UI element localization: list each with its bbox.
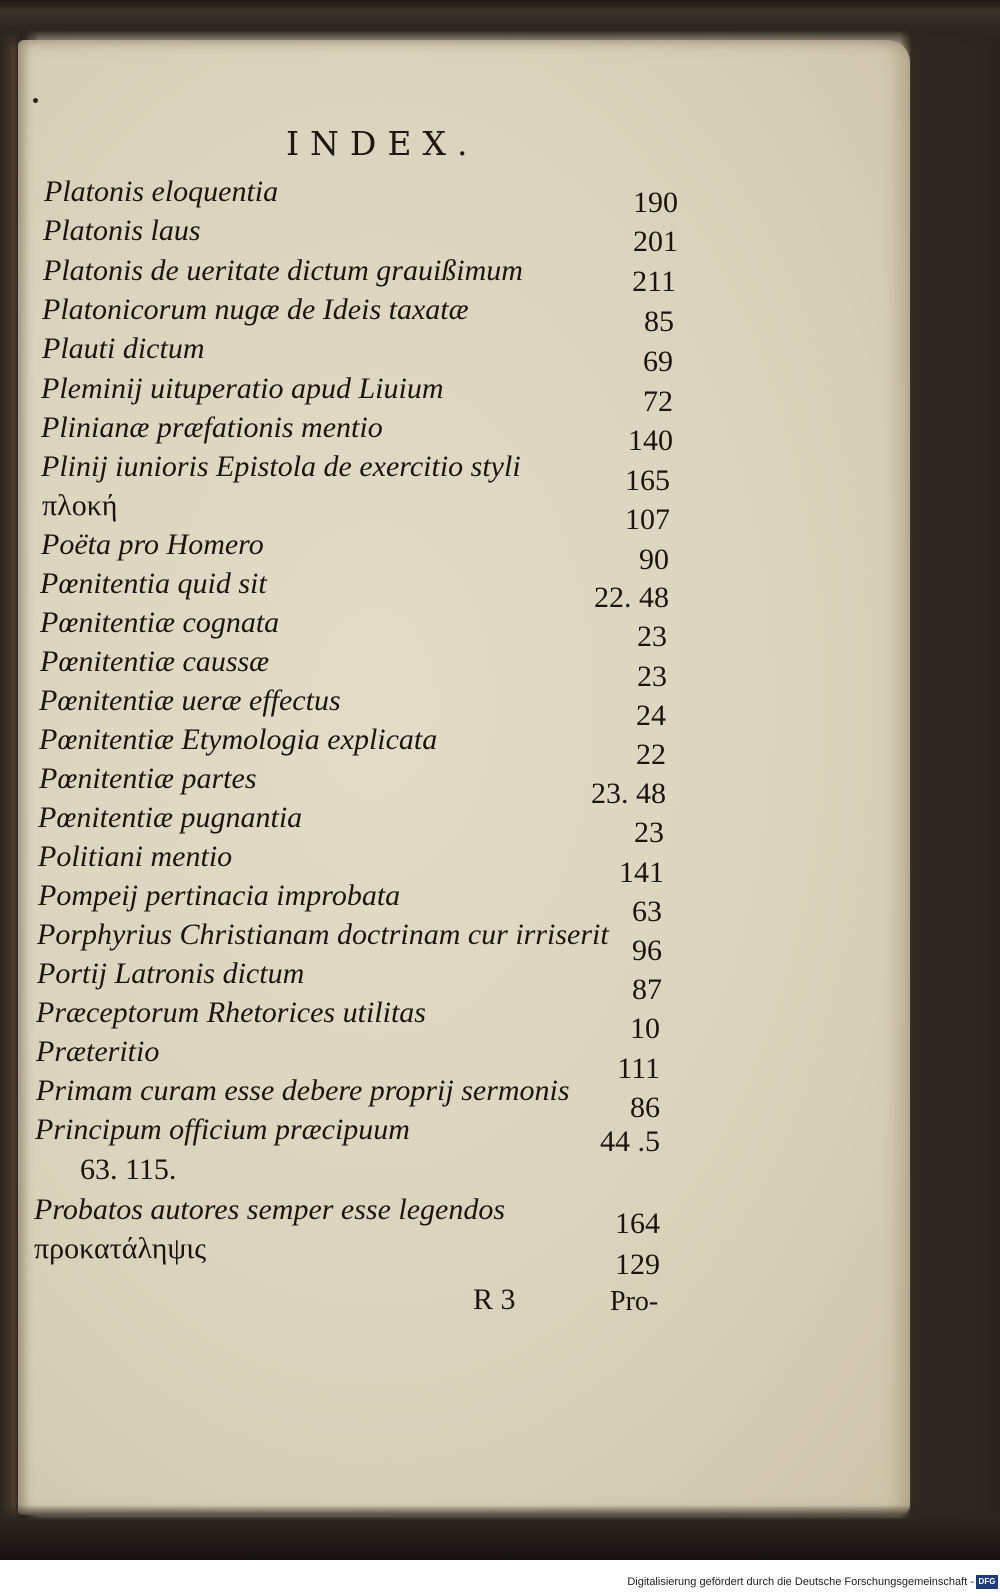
index-term: Pœnitentiæ ueræ effectus: [39, 684, 341, 717]
digitization-credit: Digitalisierung gefördert durch die Deutsche Forschungsgemeinschaft -: [627, 1576, 974, 1588]
index-term: Præceptorum Rhetorices utilitas: [36, 996, 426, 1029]
index-term-continuation: 63. 115.: [80, 1153, 177, 1186]
index-page: 85: [644, 305, 674, 338]
index-term: Probatos autores semper esse legendos: [34, 1193, 506, 1226]
index-page: 211: [632, 265, 676, 298]
index-page: 69: [643, 345, 673, 378]
index-page: 22. 48: [594, 581, 669, 614]
index-page: 129: [615, 1248, 660, 1281]
index-page: 24: [636, 699, 666, 732]
signature-mark: R 3: [473, 1283, 516, 1316]
index-page: 90: [639, 543, 669, 576]
index-term: Politiani mentio: [38, 840, 233, 873]
index-term: Pœnitentiæ cognata: [40, 606, 280, 639]
index-term: πλοκή: [42, 489, 118, 522]
catchword: Pro-: [610, 1286, 659, 1317]
index-page: 140: [628, 424, 673, 457]
index-page: 164: [615, 1207, 660, 1240]
index-page: 107: [625, 503, 670, 536]
index-term: Pœnitentiæ Etymologia explicata: [39, 723, 438, 756]
index-page: 111: [617, 1052, 660, 1085]
index-term: Primam curam esse debere proprij sermonis: [36, 1074, 570, 1107]
index-term: Platonicorum nugæ de Ideis taxatæ: [42, 293, 469, 326]
index-page: 96: [632, 934, 662, 967]
index-page: 141: [619, 856, 664, 889]
index-page: 44 .5: [600, 1125, 660, 1158]
index-term: Porphyrius Christianam doctrinam cur irriserit: [37, 918, 609, 951]
index-term: Pœnitentiæ pugnantia: [38, 801, 303, 834]
index-term: Pœnitentiæ partes: [39, 762, 257, 795]
index-page: 23: [634, 816, 664, 849]
index-page: 86: [630, 1091, 660, 1124]
index-page: 22: [636, 738, 666, 771]
index-term: Pœnitentiæ caussæ: [40, 645, 270, 678]
index-page: 10: [630, 1012, 660, 1045]
index-term: Principum officium præcipuum: [35, 1113, 410, 1146]
index-term: Pompeij pertinacia improbata: [38, 879, 401, 912]
index-page: 23. 48: [591, 777, 666, 810]
index-term: Platonis de ueritate dictum grauißimum: [43, 254, 523, 287]
index-term: Præteritio: [36, 1035, 160, 1068]
index-page: 190: [633, 186, 678, 219]
dfg-logo: DFG: [976, 1575, 998, 1589]
index-page: 201: [633, 225, 678, 258]
scan-bottom-edge: [0, 1505, 1000, 1560]
index-page: 23: [637, 620, 667, 653]
index-term: Plinianæ præfationis mentio: [41, 411, 383, 444]
index-page: 165: [625, 464, 670, 497]
index-term: Poëta pro Homero: [41, 528, 264, 561]
index-term: Platonis laus: [43, 214, 201, 247]
index-term: Pœnitentia quid sit: [40, 567, 267, 600]
index-term: Platonis eloquentia: [44, 175, 279, 208]
index-term: Portij Latronis dictum: [37, 957, 305, 990]
index-page: 72: [643, 385, 673, 418]
page-header: INDEX.: [286, 124, 479, 163]
index-term: προκατάληψις: [34, 1232, 207, 1265]
index-page: 63: [632, 895, 662, 928]
index-page: 87: [632, 973, 662, 1006]
index-page: 23: [637, 660, 667, 693]
index-term: Plinij iunioris Epistola de exercitio styli: [41, 450, 521, 483]
index-term: Plauti dictum: [42, 332, 205, 365]
index-term: Pleminij uituperatio apud Liuium: [41, 372, 444, 405]
